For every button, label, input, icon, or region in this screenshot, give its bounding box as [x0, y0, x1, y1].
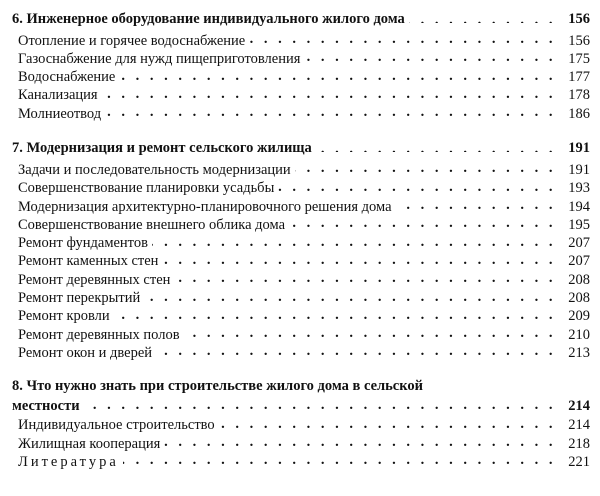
- leader-dots: [123, 451, 556, 466]
- leader-dots: [105, 103, 556, 118]
- toc-entry[interactable]: [12, 233, 590, 251]
- leader-dots: [102, 85, 556, 100]
- leader-dots: [278, 178, 556, 193]
- toc-entry[interactable]: [12, 214, 590, 232]
- toc-entry[interactable]: [12, 103, 590, 121]
- leader-dots: [304, 48, 556, 63]
- leader-dots: [316, 138, 556, 153]
- leader-dots: [409, 9, 556, 24]
- toc-page-number: 195: [568, 216, 590, 233]
- toc-page-number: 210: [568, 326, 590, 343]
- toc-heading-title: 7. Модернизация и ремонт сельского жилища: [12, 140, 312, 157]
- leader-dots: [114, 306, 556, 321]
- toc-entry[interactable]: [12, 269, 590, 287]
- toc-section-8: [12, 377, 590, 470]
- toc-entry-literature[interactable]: [12, 451, 590, 469]
- toc-page-number: 207: [568, 235, 590, 252]
- toc-page-number: 218: [568, 435, 590, 452]
- toc-entry[interactable]: [12, 85, 590, 103]
- toc-entry[interactable]: [12, 415, 590, 433]
- toc-entry[interactable]: [12, 342, 590, 360]
- toc-heading[interactable]: [12, 8, 590, 30]
- toc-page-number: 214: [568, 417, 590, 434]
- toc-entry-title: Ремонт перекрытий: [18, 290, 141, 307]
- toc-page-number: 177: [568, 69, 590, 86]
- toc-page-number: 194: [568, 198, 590, 215]
- toc-heading[interactable]: [12, 137, 590, 159]
- leader-dots: [162, 251, 556, 266]
- toc-heading-title: 6. Инженерное оборудование индивидуального жилого дома: [12, 11, 405, 27]
- toc-entry-title: Газоснабжение для нужд пищеприготовления: [18, 50, 301, 67]
- leader-dots: [84, 396, 556, 411]
- toc-section-7: [12, 137, 590, 360]
- toc-entry-title: Жилищная кооперация: [18, 435, 161, 452]
- toc-page-number: 156: [568, 32, 590, 49]
- toc-entry[interactable]: [12, 288, 590, 306]
- toc-page-number: 208: [568, 290, 590, 307]
- leader-dots: [249, 30, 556, 45]
- toc-page-number: 175: [568, 50, 590, 67]
- toc-entry-title: Ремонт кровли: [18, 308, 110, 325]
- toc-entry[interactable]: [12, 433, 590, 451]
- toc-entry[interactable]: [12, 324, 590, 342]
- leader-dots: [184, 324, 556, 339]
- toc-page-number: 213: [568, 344, 590, 361]
- toc-entry[interactable]: [12, 48, 590, 66]
- leader-dots: [396, 196, 556, 211]
- toc-entry-title: Ремонт фундаментов: [18, 235, 148, 252]
- toc-entry-title: Ремонт каменных стен: [18, 253, 159, 270]
- toc-page-number: 191: [568, 140, 590, 157]
- toc-page-number: 156: [568, 11, 590, 27]
- leader-dots: [174, 269, 556, 284]
- toc-entry-title: Совершенствование планировки усадьбы: [18, 180, 275, 197]
- toc-entry-title: Канализация: [18, 87, 98, 104]
- toc-entry-title: Модернизация архитектурно-планировочного решения дома: [18, 198, 392, 215]
- toc-page-number: 191: [568, 161, 590, 178]
- toc-page-number: 207: [568, 253, 590, 270]
- toc-entry-title: Индивидуальное строительство: [18, 417, 215, 434]
- leader-dots: [156, 342, 556, 357]
- toc-entry[interactable]: [12, 30, 590, 48]
- toc-entry[interactable]: [12, 159, 590, 177]
- toc-page-number: 221: [568, 453, 590, 470]
- toc-entry-title: Ремонт окон и дверей: [18, 344, 153, 361]
- toc-heading[interactable]: [12, 377, 590, 415]
- toc-entry[interactable]: [12, 251, 590, 269]
- toc-entry-title: Задачи и последовательность модернизации: [18, 161, 291, 178]
- toc-entry-title: Отопление и горячее водоснабжение: [18, 32, 246, 49]
- toc-page-number: 186: [568, 105, 590, 122]
- toc-entry[interactable]: [12, 196, 590, 214]
- toc-page-number: 193: [568, 180, 590, 197]
- toc-page-number: 208: [568, 271, 590, 288]
- toc-entry[interactable]: [12, 306, 590, 324]
- leader-dots: [144, 288, 556, 303]
- toc-page-number: 214: [568, 398, 590, 415]
- toc-entry-title: Ремонт деревянных стен: [18, 271, 171, 288]
- toc-heading-title: 8. Что нужно знать при строительстве жилого дома в сельской: [12, 377, 424, 394]
- leader-dots: [119, 67, 556, 82]
- leader-dots: [219, 415, 556, 430]
- toc-section-6: [12, 8, 590, 121]
- toc-page-number: 178: [568, 87, 590, 104]
- toc-entry-title: Молниеотвод: [18, 105, 102, 122]
- toc-entry-title: Совершенствование внешнего облика дома: [18, 216, 286, 233]
- leader-dots: [152, 233, 556, 248]
- toc-entry-title: Ремонт деревянных полов: [18, 326, 180, 343]
- leader-dots: [289, 214, 556, 229]
- leader-dots: [164, 433, 556, 448]
- toc-entry-title: Водоснабжение: [18, 69, 116, 86]
- toc-entry[interactable]: [12, 67, 590, 85]
- toc-entry[interactable]: [12, 178, 590, 196]
- toc-entry-title: Литература: [18, 453, 119, 470]
- toc-heading-title-continued: местности: [12, 398, 80, 415]
- leader-dots: [295, 159, 556, 174]
- toc-page-number: 209: [568, 308, 590, 325]
